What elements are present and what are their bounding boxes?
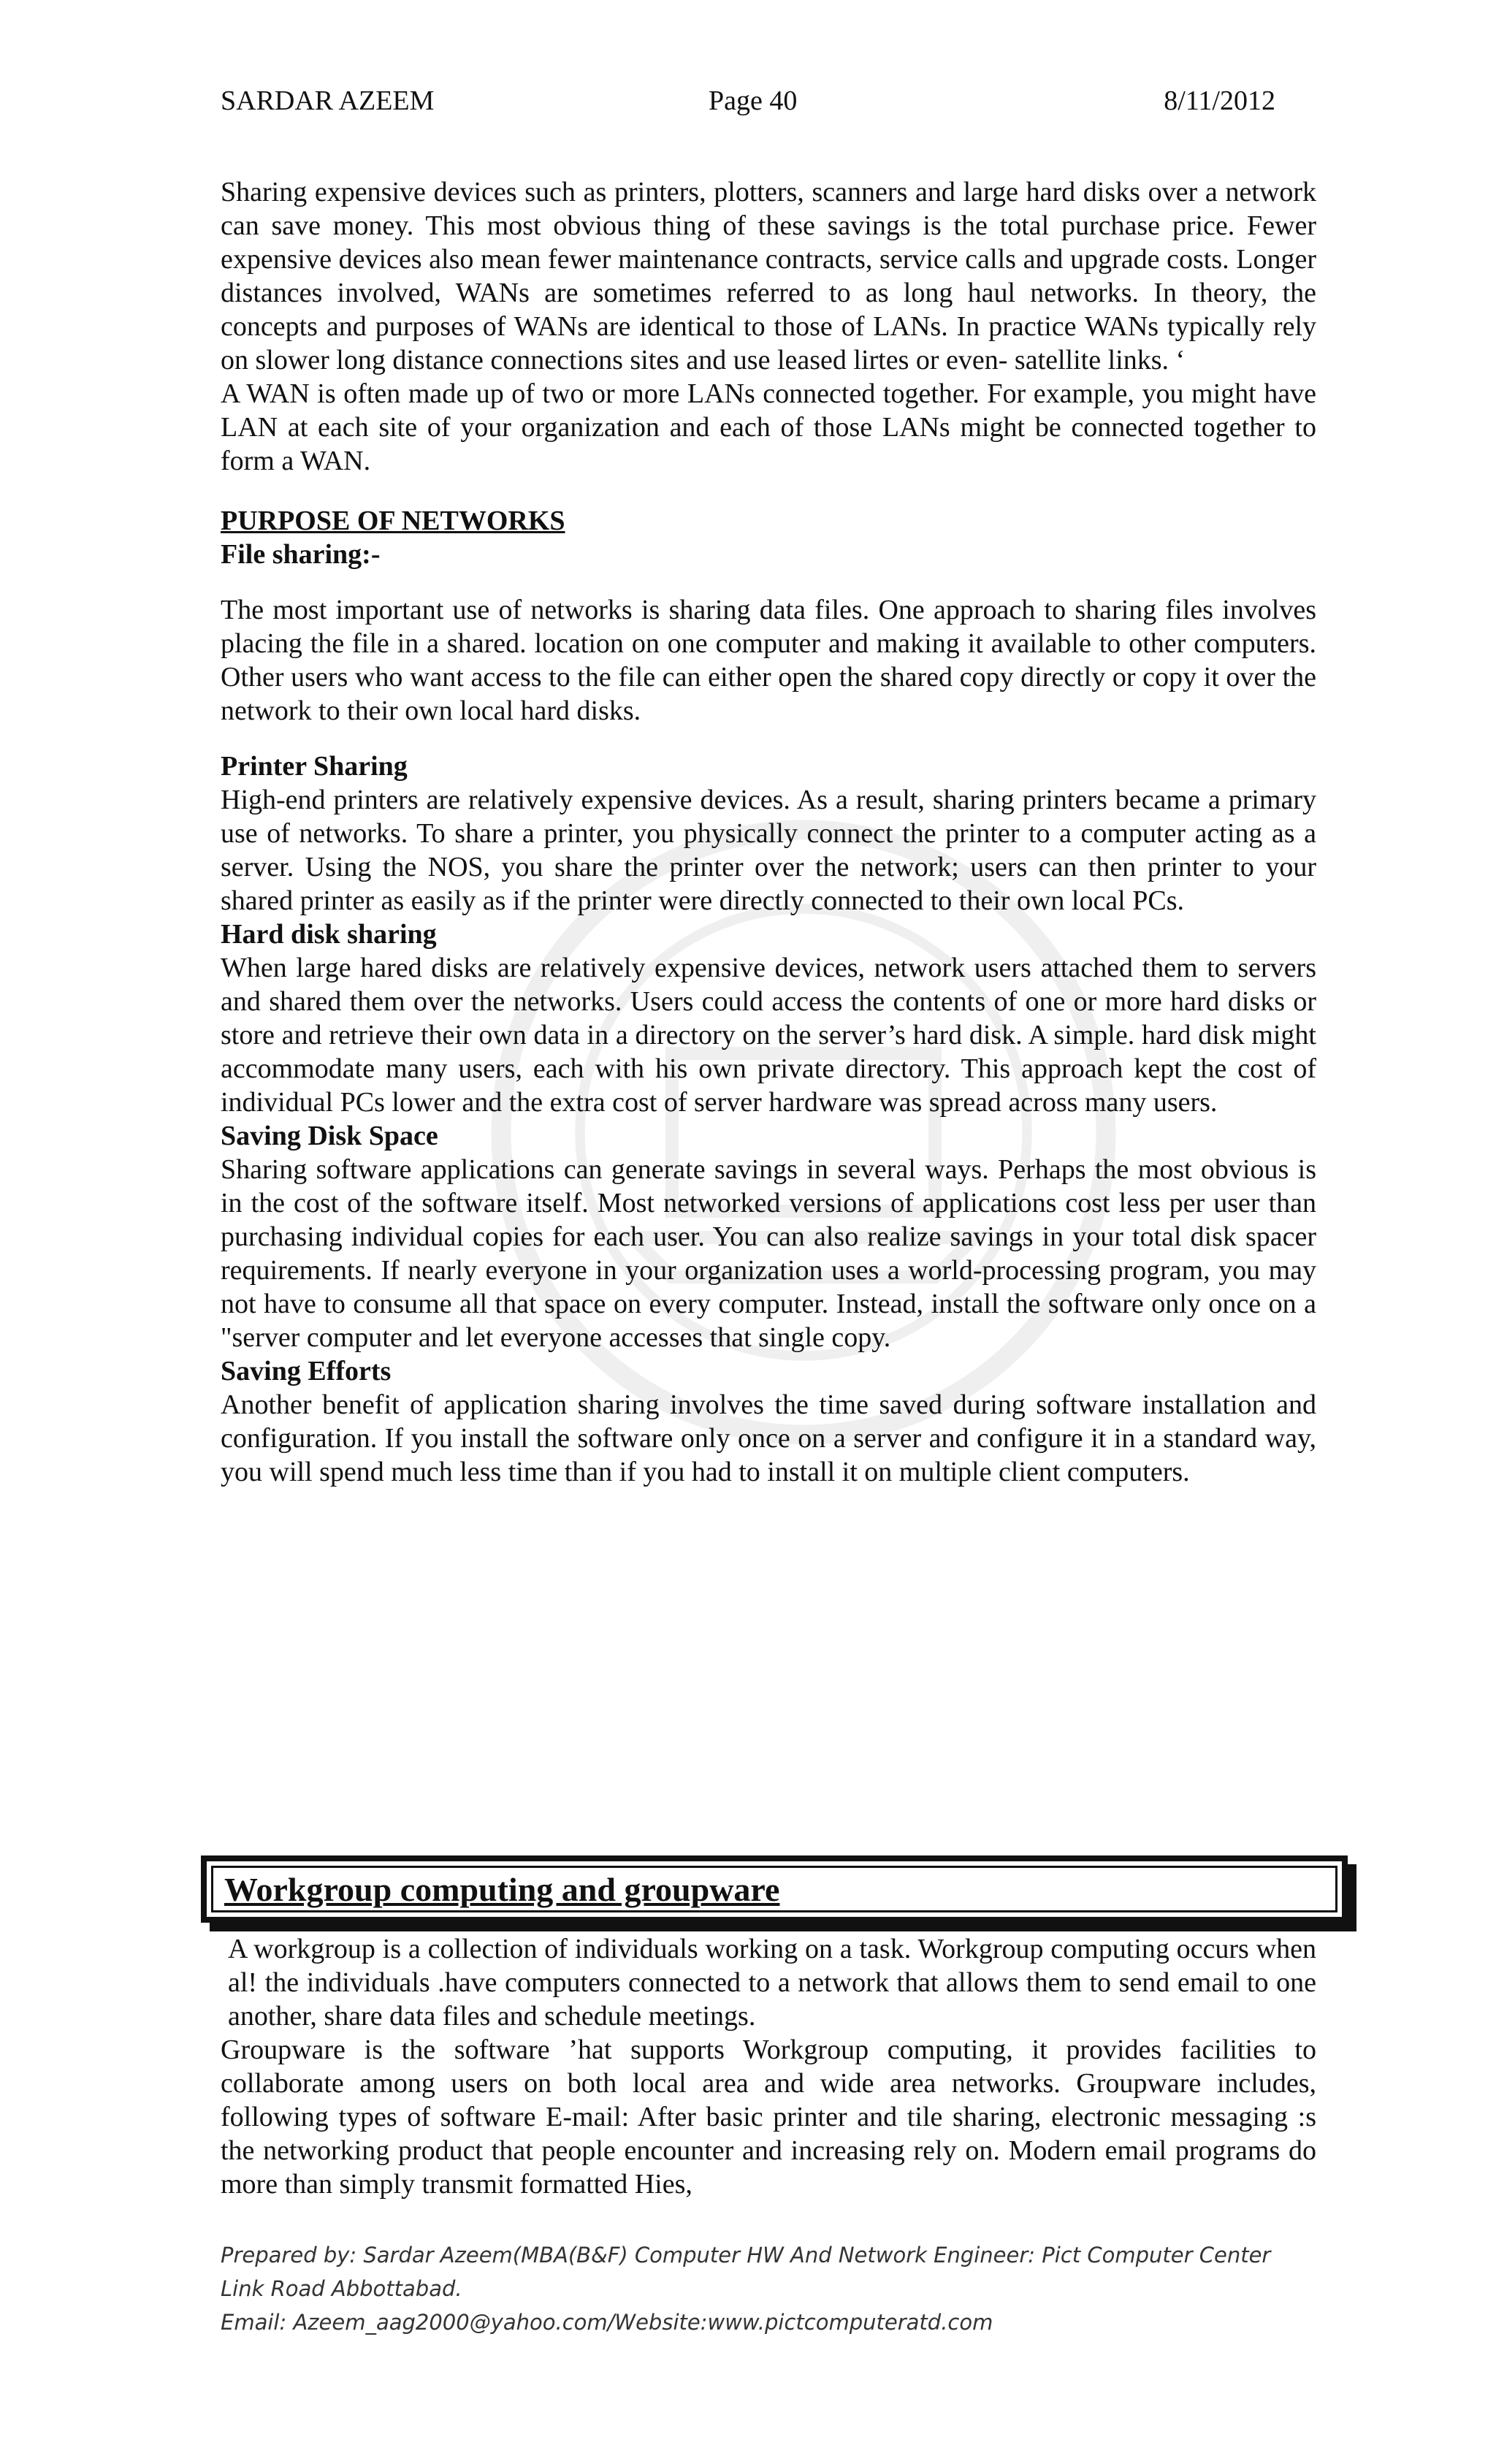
paragraph: A WAN is often made up of two or more LANs connected together. For example, you might have LAN at each site of your organization and each of those LANs might be connected together to form a WAN. (221, 378, 1316, 476)
section-heading: PURPOSE OF NETWORKS (221, 506, 565, 536)
subheading-saving-disk-space: Saving Disk Space (221, 1121, 438, 1151)
banner-title: Workgroup computing and groupware (224, 1871, 780, 1908)
workgroup-content (221, 1932, 1316, 2201)
footer-contact: Email: Azeem_aag2000@yahoo.com/Website:www.pictcomputeratd.com (221, 2310, 993, 2335)
main-content (221, 175, 1316, 1489)
section-banner (201, 1855, 1348, 1923)
header-author: SARDAR AZEEM (221, 85, 435, 116)
footer-prepared-by: Prepared by: Sardar Azeem(MBA(B&F) Computer HW And Network Engineer: Pict Computer Center Link Road Abbottabad. (221, 2243, 1271, 2301)
paragraph: When large hared disks are relatively expensive devices, network users attached them to servers and shared them over the networks. Users could access the contents of one or more hard disks or store and retrieve their own data in a directory on the server’s hard disk. A simple. hard disk might accommodate many users, each with his own private directory. This approach kept the cost of individual PCs lower and the extra cost of server hardware was spread across many users. (221, 953, 1316, 1118)
subheading-printer-sharing: Printer Sharing (221, 751, 408, 782)
page-header (221, 85, 1275, 129)
paragraph: The most important use of networks is sharing data files. One approach to sharing files involves placing the file in a shared. location on one computer and making it available to other computers. Other users who want access to the file can either open the shared copy directly or copy it over the network to their own local hard disks. (221, 595, 1316, 726)
page-footer (221, 2238, 1316, 2339)
subheading-file-sharing: File sharing:- (221, 539, 381, 570)
header-page-number: Page 40 (709, 85, 798, 116)
paragraph: Groupware is the software ’hat supports Workgroup computing, it provides facilities to collaborate among users on both local area and wide area networks. Groupware includes, following types of software E-mail: After basic printer and tile sharing, electronic messaging :s the networking product that people encounter and increasing rely on. Modern email programs do more than simply transmit formatted Hies, (221, 2034, 1316, 2200)
paragraph: A workgroup is a collection of individuals working on a task. Workgroup computing occurs when al! the individuals .have computers connected to a network that allows them to send email to one another, share data files and schedule meetings. (228, 1934, 1316, 2032)
header-date: 8/11/2012 (1164, 85, 1275, 116)
subheading-saving-efforts: Saving Efforts (221, 1356, 392, 1387)
paragraph: Another benefit of application sharing involves the time saved during software installation and configuration. If you install the software only once on a server and configure it in a standard way, you will spend much less time than if you had to install it on multiple client computers. (221, 1389, 1316, 1487)
paragraph: Sharing expensive devices such as printers, plotters, scanners and large hard disks over a network can save money. This most obvious thing of these savings is the total purchase price. Fewer expensive devices also mean fewer maintenance contracts, service calls and upgrade costs. Longer distances involved, WANs are sometimes referred to as long haul networks. In theory, the concepts and purposes of WANs are identical to those of LANs. In practice WANs typically rely on slower long distance connections sites and use leased lirtes or even- satellite links. ‘ (221, 177, 1316, 375)
paragraph: High-end printers are relatively expensive devices. As a result, sharing printers became a primary use of networks. To share a printer, you physically connect the printer to a computer acting as a server. Using the NOS, you share the printer over the network; users can then printer to your shared printer as easily as if the printer were directly connected to their own local PCs. (221, 785, 1316, 916)
subheading-hard-disk-sharing: Hard disk sharing (221, 919, 437, 950)
paragraph: Sharing software applications can generate savings in several ways. Perhaps the most obvious is in the cost of the software itself. Most networked versions of applications cost less per user than purchasing individual copies for each user. You can also realize savings in your total disk spacer requirements. If nearly everyone in your organization uses a world-processing program, you may not have to consume all that space on every computer. Instead, install the software only once on a "server computer and let everyone accesses that single copy. (221, 1154, 1316, 1353)
